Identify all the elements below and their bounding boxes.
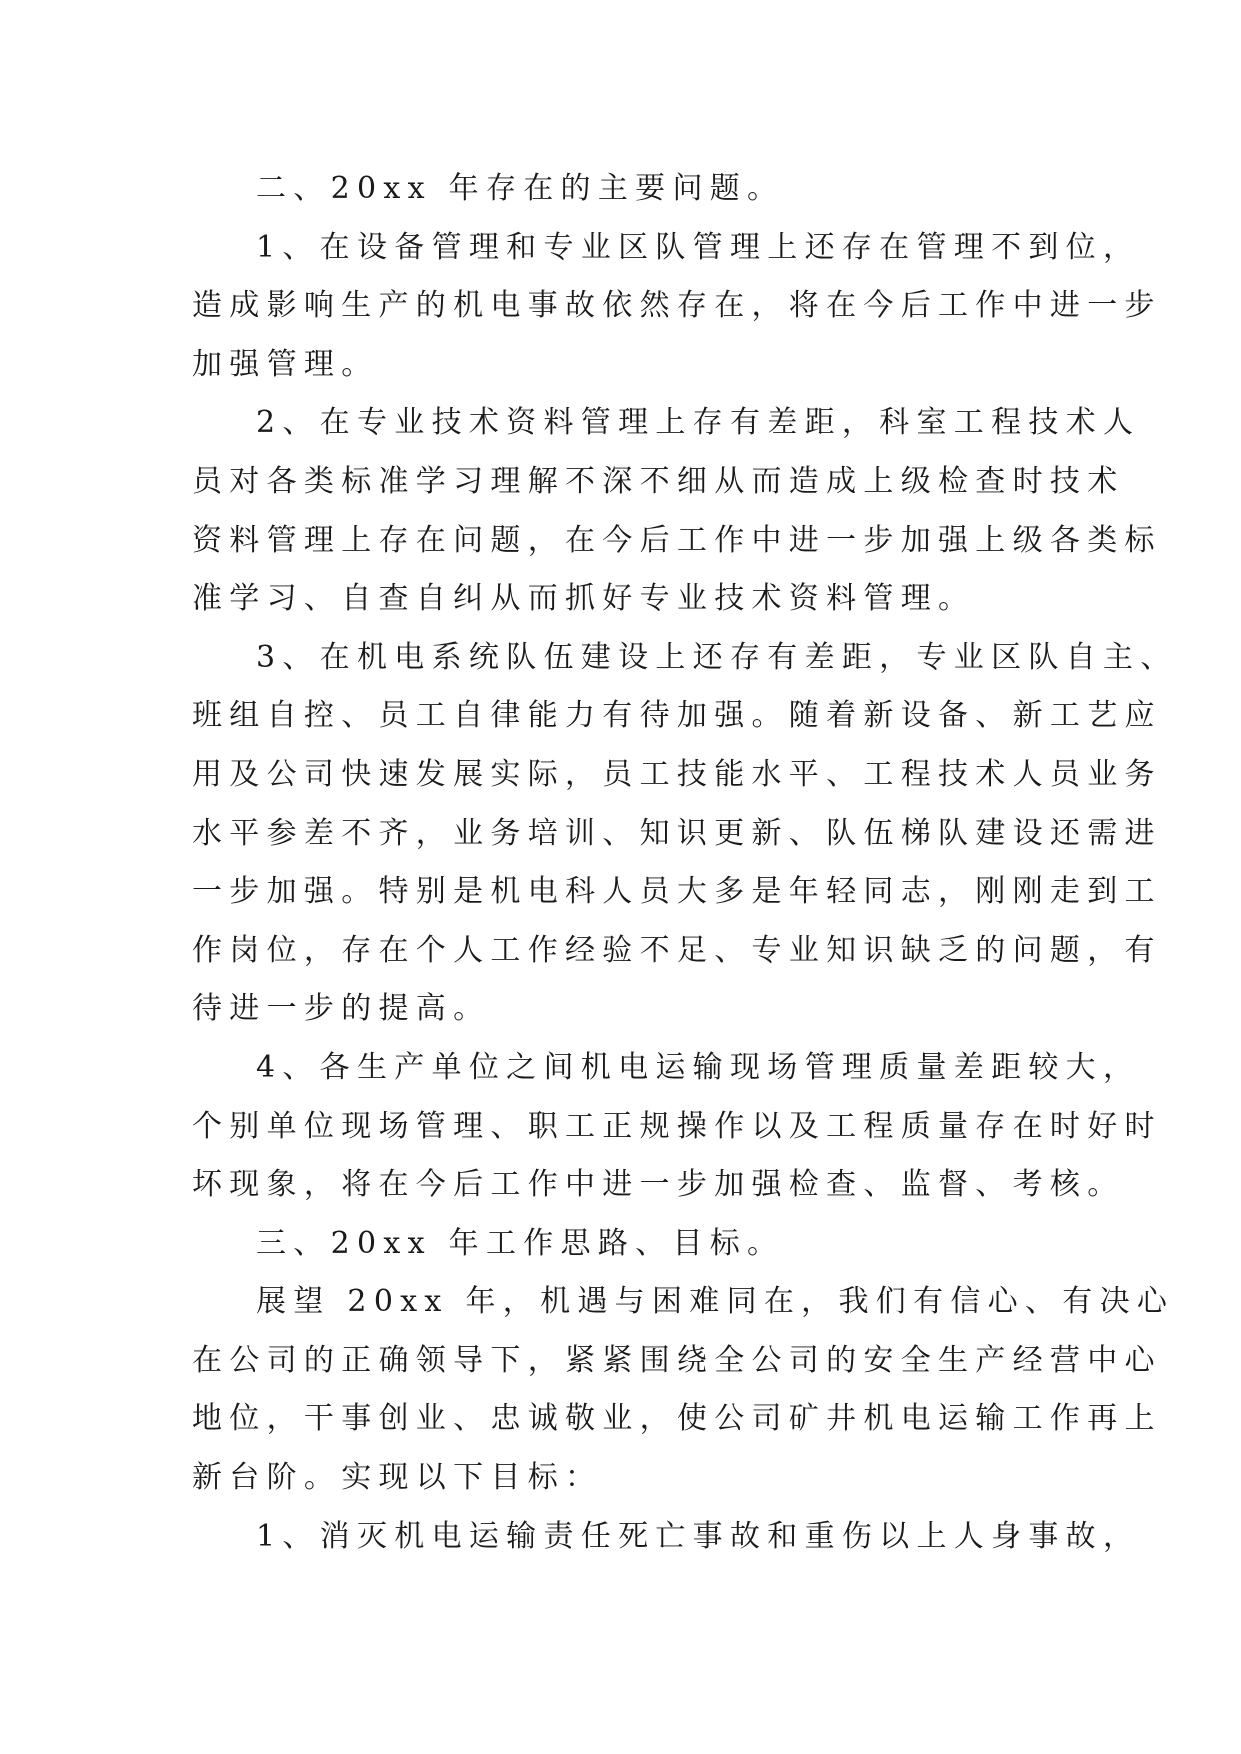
document-body xyxy=(192,160,1178,1566)
paragraph-line: 1、在设备管理和专业区队管理上还存在管理不到位， xyxy=(256,229,1141,265)
paragraph-line: 班组自控、员工自律能力有待加强。随着新设备、新工艺应 xyxy=(192,698,1162,734)
paragraph-line: 1、消灭机电运输责任死亡事故和重伤以上人身事故， xyxy=(256,1518,1141,1554)
paragraph-line: 水平参差不齐，业务培训、知识更新、队伍梯队建设还需进 xyxy=(192,815,1162,851)
paragraph-line: 造成影响生产的机电事故依然存在，将在今后工作中进一步 xyxy=(192,288,1162,324)
paragraph-line: 待进一步的提高。 xyxy=(192,991,491,1027)
paragraph-line: 2、在专业技术资料管理上存有差距，科室工程技术人 xyxy=(256,405,1141,441)
section-heading-3: 三、20xx 年工作思路、目标。 xyxy=(256,1225,785,1261)
paragraph-line: 地位，干事创业、忠诚敬业，使公司矿井机电运输工作再上 xyxy=(192,1401,1162,1437)
paragraph-line: 展望 20xx 年，机遇与困难同在，我们有信心、有决心 xyxy=(256,1284,1175,1320)
paragraph-line: 在公司的正确领导下，紧紧围绕全公司的安全生产经营中心 xyxy=(192,1342,1162,1378)
paragraph-line: 一步加强。特别是机电科人员大多是年轻同志，刚刚走到工 xyxy=(192,874,1162,910)
section-heading-2: 二、20xx 年存在的主要问题。 xyxy=(256,171,785,206)
paragraph-line: 新台阶。实现以下目标： xyxy=(192,1460,603,1496)
paragraph-line: 3、在机电系统队伍建设上还存有差距，专业区队自主、 xyxy=(256,639,1178,675)
paragraph-line: 作岗位，存在个人工作经验不足、专业知识缺乏的问题，有 xyxy=(192,932,1162,968)
paragraph-line: 个别单位现场管理、职工正规操作以及工程质量存在时好时 xyxy=(192,1108,1162,1144)
paragraph-line: 用及公司快速发展实际，员工技能水平、工程技术人员业务 xyxy=(192,756,1162,792)
paragraph-line: 资料管理上存在问题，在今后工作中进一步加强上级各类标 xyxy=(192,522,1162,558)
paragraph-line: 坏现象，将在今后工作中进一步加强检查、监督、考核。 xyxy=(192,1167,1125,1203)
paragraph-line: 4、各生产单位之间机电运输现场管理质量差距较大， xyxy=(256,1049,1141,1085)
paragraph-line: 准学习、自查自纠从而抓好专业技术资料管理。 xyxy=(192,581,976,617)
paragraph-line: 加强管理。 xyxy=(192,346,379,382)
paragraph-line: 员对各类标准学习理解不深不细从而造成上级检查时技术 xyxy=(192,463,1125,499)
